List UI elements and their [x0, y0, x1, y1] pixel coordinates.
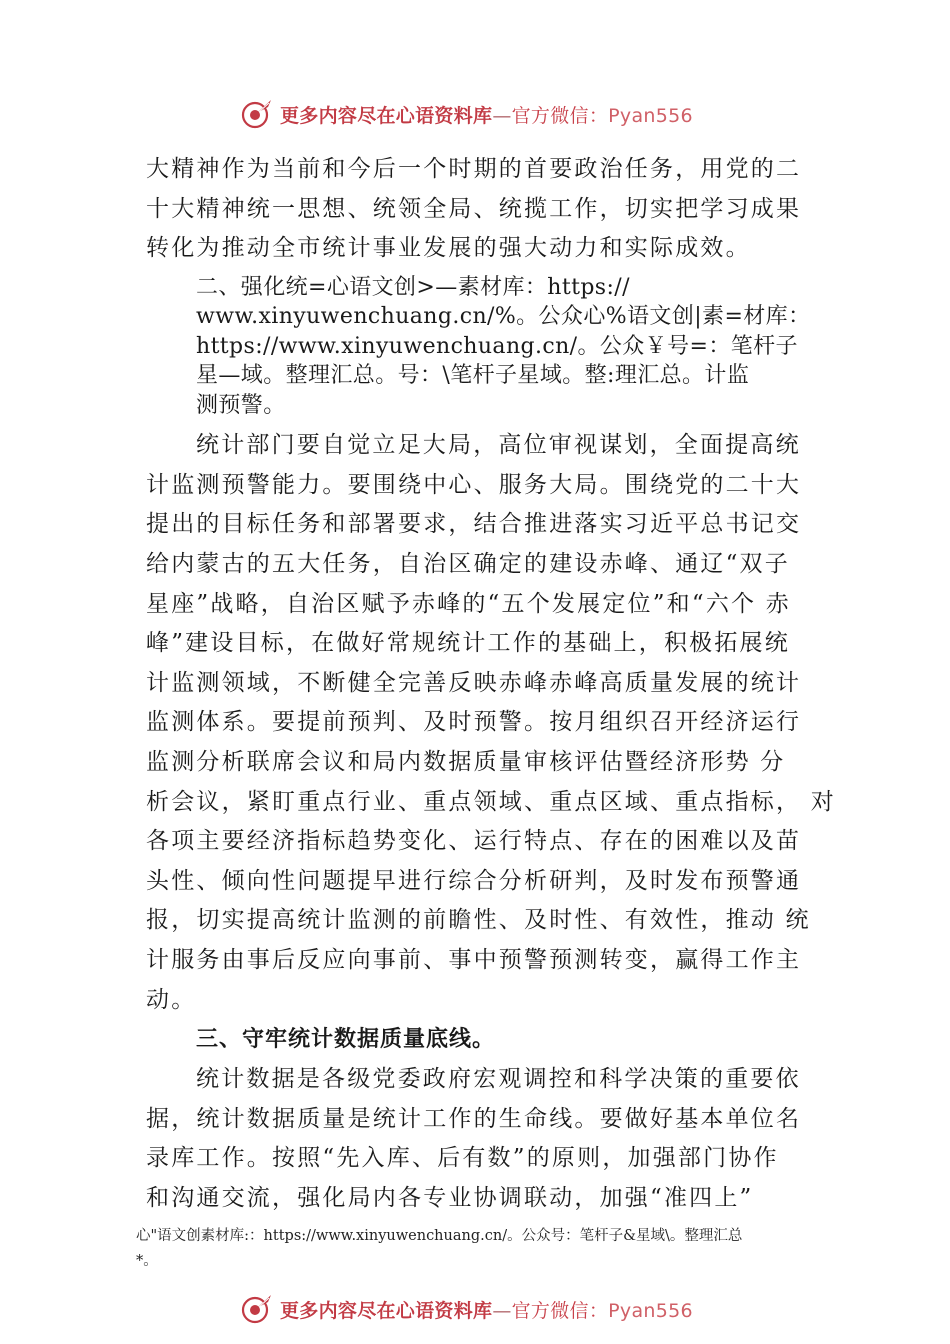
text-line: 头性、倾向性问题提早进行综合分析研判，及时发布预警通 — [146, 867, 802, 894]
banner-text — [280, 101, 693, 128]
text-line: 星座”战略，自治区赋予赤峰的“五个发展定位”和“六个 赤 — [146, 590, 791, 617]
footer-note-line-1: 心"语文创素材库:：https://www.xinyuwenchuang.cn/。公众号：笔杆子&星域\。整理汇总 — [136, 1228, 743, 1244]
body-paragraph — [146, 1060, 836, 1218]
text-line: 动。 — [146, 986, 197, 1013]
text-line: 和沟通交流，强化局内各专业协调联动，加强“准四上” — [146, 1184, 754, 1211]
text-line: 计监测领域，不断健全完善反映赤峰赤峰高质量发展的统计 — [146, 669, 802, 696]
text-line: 监测体系。要提前预判、及时预警。按月组织召开经济运行 — [146, 709, 802, 736]
text-line: 计服务由事后反应向事前、事中预警预测转变，赢得工作主 — [146, 947, 802, 973]
footer-banner — [240, 1291, 760, 1327]
banner-wechat-label: 官方微信： — [511, 1299, 609, 1322]
text-line: 统计数据是各级党委政府宏观调控和科学决策的重要依 — [196, 1066, 801, 1093]
text-line: 转化为推动全市统计事业发展的强大动力和实际成效。 — [146, 235, 751, 262]
text-line: 大精神作为当前和今后一个时期的首要政治任务，用党的二 — [146, 156, 802, 182]
text-line: 析会议，紧盯重点行业、重点领域、重点区域、重点指标， 对 — [146, 788, 836, 815]
footer-watermark-note — [136, 1224, 846, 1274]
text-line: 报，切实提高统计监测的前瞻性、及时性、有效性，推动 统 — [146, 907, 811, 934]
quill-pen-circle-icon — [240, 1292, 274, 1326]
banner-dash: — — [492, 104, 512, 127]
text-line: 十大精神统一思想、统领全局、统揽工作，切实把学习成果 — [146, 195, 802, 222]
body-paragraph — [146, 426, 836, 1020]
text-line: 三、守牢统计数据质量底线。 — [196, 1027, 496, 1053]
section-heading-2 — [146, 273, 836, 421]
text-line: 统计部门要自觉立足大局，高位审视谋划，全面提高统 — [196, 432, 801, 459]
banner-text — [280, 1296, 693, 1323]
body-paragraph — [146, 150, 836, 269]
text-line: 给内蒙古的五大任务，自治区确定的建设赤峰、通辽“双子 — [146, 551, 790, 578]
text-line: 测预警。 — [196, 392, 286, 418]
text-line: 计监测预警能力。要围绕中心、服务大局。围绕党的二十大 — [146, 471, 802, 498]
banner-dash: — — [492, 1299, 512, 1322]
text-line: https://www.xinyuwenchuang.cn/。公众￥号=：笔杆子 — [196, 333, 798, 359]
header-banner — [240, 96, 760, 132]
banner-site-text: 更多内容尽在心语资料库 — [280, 104, 493, 127]
text-line: www.xinyuwenchuang.cn/%。公众心%语文创|素=材库： — [196, 304, 811, 330]
footer-note-line-2: *。 — [136, 1253, 158, 1269]
document-body — [146, 150, 836, 1219]
text-line: 二、强化统=心语文创>—素材库：https:// — [196, 274, 630, 300]
section-heading-3 — [146, 1020, 836, 1060]
text-line: 峰”建设目标，在做好常规统计工作的基础上，积极拓展统 — [146, 630, 790, 657]
banner-wechat-id: Pyan556 — [608, 1299, 693, 1322]
banner-site-text: 更多内容尽在心语资料库 — [280, 1299, 493, 1322]
text-line: 录库工作。按照“先入库、后有数”的原则，加强部门协作 — [146, 1145, 779, 1172]
banner-wechat-label: 官方微信： — [511, 104, 609, 127]
text-line: 提出的目标任务和部署要求，结合推进落实习近平总书记交 — [146, 511, 802, 538]
text-line: 据，统计数据质量是统计工作的生命线。要做好基本单位名 — [146, 1105, 802, 1132]
banner-wechat-id: Pyan556 — [608, 104, 693, 127]
quill-pen-circle-icon — [240, 97, 274, 131]
text-line: 各项主要经济指标趋势变化、运行特点、存在的困难以及苗 — [146, 828, 802, 855]
text-line: 监测分析联席会议和局内数据质量审核评估暨经济形势 分 — [146, 749, 786, 776]
text-line: 星—域。整理汇总。号：\笔杆子星域。整:理汇总。计监 — [196, 363, 750, 389]
